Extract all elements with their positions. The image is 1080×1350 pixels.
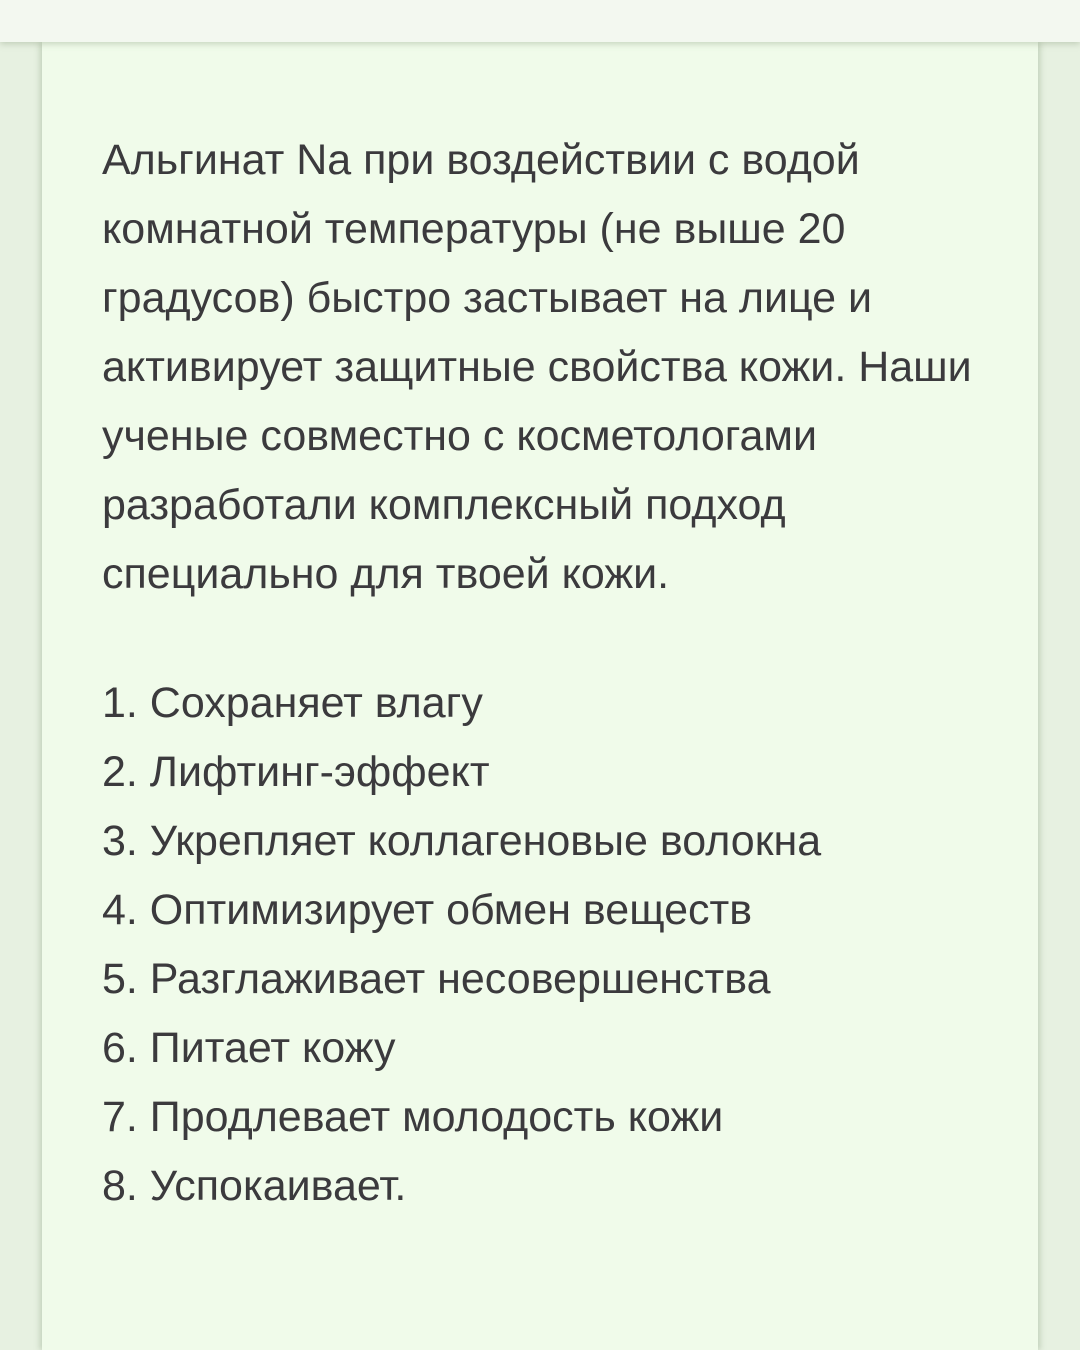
list-item: 3. Укрепляет коллагеновые волокна	[102, 817, 822, 865]
list-item: 7. Продлевает молодость кожи	[102, 1093, 724, 1141]
list-item: 5. Разглаживает несовершенства	[102, 955, 771, 1003]
right-margin	[1038, 42, 1080, 1350]
top-bar	[0, 0, 1080, 42]
benefits-list	[102, 669, 982, 1221]
text-card	[42, 42, 1038, 1350]
list-item: 8. Успокаивает.	[102, 1162, 407, 1210]
list-item: 6. Питает кожу	[102, 1024, 396, 1072]
card-content	[102, 126, 982, 1221]
left-margin	[0, 42, 42, 1350]
list-item: 1. Сохраняет влагу	[102, 679, 483, 727]
list-item: 4. Оптимизирует обмен веществ	[102, 886, 753, 934]
list-item: 2. Лифтинг-эффект	[102, 748, 490, 796]
description-paragraph: Альгинат Na при воздействии с водой комнатной температуры (не выше 20 градусов) быстро застывает на лице и активирует защитные свойства кожи. Наши ученые совместно с косметологами разработали комплексный подход специально для твоей кожи.	[102, 136, 972, 598]
